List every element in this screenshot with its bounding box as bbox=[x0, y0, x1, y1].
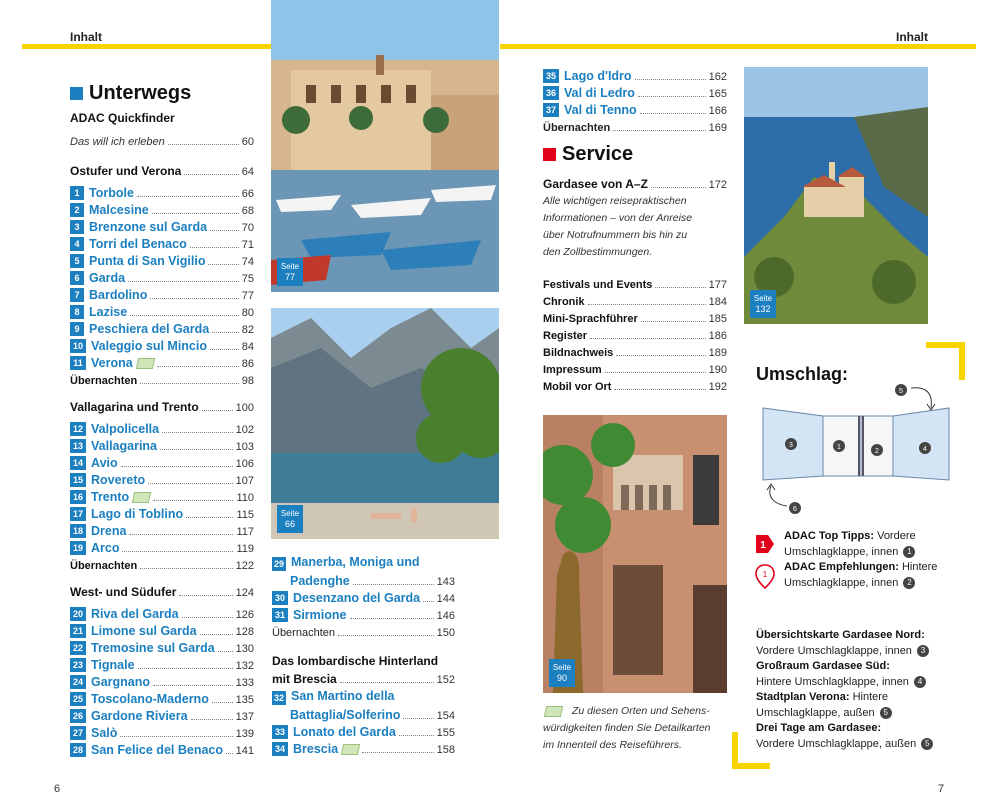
toc-entry-34[interactable] bbox=[272, 739, 455, 756]
toc-entry-14-page: 106 bbox=[235, 458, 254, 470]
toc-entry-26[interactable] bbox=[70, 706, 254, 723]
legend-map-verona: Stadtplan Verona: Hintere bbox=[756, 691, 889, 703]
entry-number-badge: 3 bbox=[70, 220, 84, 234]
toc-entry-16[interactable] bbox=[70, 487, 254, 504]
toc-entry-2-label: 2 Malcesine bbox=[70, 203, 149, 217]
legend-maps: Übersichtskarte Gardasee Nord: Vordere Umschlagklappe, innen 3 Großraum Gardasee Süd: Hintere Umschlagklappe, innen 4 Stadtplan Verona: Hintere Umschlagklappe, außen 5 Drei Tage am Gardasee: Vordere Umschlagklappe, außen 5 bbox=[756, 628, 933, 752]
toc-entry-1-label: 1 Torbole bbox=[70, 186, 134, 200]
toc-entry-2[interactable] bbox=[70, 200, 254, 217]
page-number-left: 6 bbox=[54, 783, 61, 795]
toc-service-row-3-page: 186 bbox=[708, 330, 727, 342]
toc-entry-3-page: 70 bbox=[241, 222, 254, 234]
toc-row-overnight-page: 98 bbox=[241, 375, 254, 387]
entry-number-badge: 7 bbox=[70, 288, 84, 302]
toc-entry-9-label: 9 Peschiera del Garda bbox=[70, 322, 209, 336]
toc-entry-12-label: 12 Valpolicella bbox=[70, 422, 159, 436]
toc-entry-7-label: 7 Bardolino bbox=[70, 288, 147, 302]
toc-entry-31-label: 31 Sirmione bbox=[272, 608, 347, 622]
entry-number-badge: 24 bbox=[70, 675, 86, 689]
toc-entry-19-label: 19 Arco bbox=[70, 541, 119, 555]
toc-service-row-1[interactable] bbox=[543, 291, 727, 308]
photo-verona-balcony bbox=[543, 415, 727, 693]
toc-entry-22-label: 22 Tremosine sul Garda bbox=[70, 641, 215, 655]
entry-number-badge: 14 bbox=[70, 456, 86, 470]
toc-entry-15-page: 107 bbox=[235, 475, 254, 487]
toc-service-row-5[interactable] bbox=[543, 359, 727, 376]
toc-service-row-0-page: 177 bbox=[708, 279, 727, 291]
toc-group-title-page: 64 bbox=[241, 166, 254, 178]
toc-entry-22[interactable] bbox=[70, 638, 254, 655]
toc-service-row-6-page: 192 bbox=[708, 381, 727, 393]
toc-group-title-page: 124 bbox=[235, 587, 254, 599]
header-rule-left bbox=[22, 44, 272, 49]
toc-group-title[interactable] bbox=[70, 582, 254, 599]
entry-number-badge: 16 bbox=[70, 490, 86, 504]
toc-entry-9[interactable] bbox=[70, 319, 254, 336]
toc-entry-9-page: 82 bbox=[241, 324, 254, 336]
entry-number-badge: 10 bbox=[70, 339, 86, 353]
toc-group-title[interactable] bbox=[70, 161, 254, 178]
toc-entry-20-label: 20 Riva del Garda bbox=[70, 607, 179, 621]
toc-entry-22-page: 130 bbox=[235, 643, 254, 655]
entry-number-badge: 34 bbox=[272, 742, 288, 756]
toc-entry-17-page: 115 bbox=[236, 509, 254, 521]
seite-badge: Seite 132 bbox=[750, 290, 776, 318]
toc-group-vallagarina bbox=[70, 397, 254, 572]
toc-service-row-4-page: 189 bbox=[708, 347, 727, 359]
entry-number-badge: 23 bbox=[70, 658, 86, 672]
toc-entry-37-page: 166 bbox=[708, 105, 727, 117]
legend-top-tipps: ADAC Top Tipps: Vordere Umschlagklappe, innen 1 bbox=[784, 530, 916, 558]
recommendation-icon bbox=[754, 563, 776, 591]
toc-group-col2b bbox=[272, 722, 455, 756]
toc-service-row-2[interactable] bbox=[543, 308, 727, 325]
toc-service-row-2-label: Mini-Sprachführer bbox=[543, 313, 638, 325]
toc-entry-16-page: 110 bbox=[236, 492, 254, 504]
toc-entry-34-label: 34 Brescia bbox=[272, 742, 359, 756]
marker-3: 3 bbox=[789, 442, 793, 449]
umschlag-title: Umschlag: bbox=[756, 364, 849, 384]
toc-entry-6[interactable] bbox=[70, 268, 254, 285]
toc-group-col2 bbox=[272, 588, 455, 622]
entry-number-badge: 11 bbox=[70, 356, 86, 370]
toc-row-overnight-label: Übernachten bbox=[70, 375, 138, 387]
toc-entry-31[interactable] bbox=[272, 605, 455, 622]
toc-entry-13[interactable] bbox=[70, 436, 254, 453]
toc-entry-15-label: 15 Rovereto bbox=[70, 473, 145, 487]
entry-number-badge: 9 bbox=[70, 322, 84, 336]
entry-number-badge: 21 bbox=[70, 624, 86, 638]
toc-entry-35-page: 162 bbox=[708, 71, 727, 83]
legend-map-nord: Übersichtskarte Gardasee Nord: bbox=[756, 629, 925, 641]
toc-entry-26-label: 26 Gardone Riviera bbox=[70, 709, 188, 723]
toc-entry-15[interactable] bbox=[70, 470, 254, 487]
toc-group-service bbox=[543, 274, 727, 393]
seite-badge: Seite 90 bbox=[549, 659, 575, 687]
toc-entry-36[interactable] bbox=[543, 83, 727, 100]
toc-service-row-6[interactable] bbox=[543, 376, 727, 393]
entry-number-badge: 31 bbox=[272, 608, 288, 622]
toc-entry-12[interactable] bbox=[70, 419, 254, 436]
map-note: Zu diesen Orten und Sehens- würdigkeiten finden Sie Detailkarten im Innenteil des Reiseführers. bbox=[543, 705, 711, 751]
legend-map-sued: Großraum Gardasee Süd: bbox=[756, 660, 890, 672]
toc-service-row-3-label: Register bbox=[543, 330, 588, 342]
toc-entry-24-page: 133 bbox=[235, 677, 254, 689]
entry-number-badge: 8 bbox=[70, 305, 84, 319]
toc-entry-11[interactable] bbox=[70, 353, 254, 370]
toc-group-title-page: 100 bbox=[235, 402, 254, 414]
toc-row-overnight[interactable]: Übernachten 150 bbox=[272, 627, 455, 639]
toc-entry-21-label: 21 Limone sul Garda bbox=[70, 624, 197, 638]
toc-service-row-0-label: Festivals und Events bbox=[543, 279, 653, 291]
toc-entry-19[interactable] bbox=[70, 538, 254, 555]
map-icon bbox=[132, 492, 151, 503]
quickfinder-title: ADAC Quickfinder bbox=[70, 111, 175, 125]
toc-entry-4-page: 71 bbox=[241, 239, 254, 251]
hinterland-title-line1: Das lombardische Hinterland bbox=[272, 654, 439, 668]
toc-entry-6-label: 6 Garda bbox=[70, 271, 125, 285]
blue-square-icon bbox=[70, 87, 83, 100]
toc-row-overnight[interactable]: Übernachten 169 bbox=[543, 122, 727, 134]
toc-entry-26-page: 137 bbox=[235, 711, 254, 723]
toc-entry-36-page: 165 bbox=[708, 88, 727, 100]
toc-entry-1-page: 66 bbox=[241, 188, 254, 200]
entry-number-badge: 6 bbox=[70, 271, 84, 285]
entry-number-badge: 22 bbox=[70, 641, 86, 655]
toc-entry-28-label: 28 San Felice del Benaco bbox=[70, 743, 223, 757]
toc-group-title-label: Vallagarina und Trento bbox=[70, 400, 199, 414]
toc-row-az[interactable]: Gardasee von A–Z 172 bbox=[543, 177, 727, 191]
toc-entry-13-label: 13 Vallagarina bbox=[70, 439, 157, 453]
header-right-label: Inhalt bbox=[896, 30, 928, 44]
toc-entry-35-label: 35 Lago d'Idro bbox=[543, 69, 632, 83]
toc-entry-7[interactable] bbox=[70, 285, 254, 302]
toc-entry-33-label: 33 Lonato del Garda bbox=[272, 725, 396, 739]
toc-entry-24[interactable] bbox=[70, 672, 254, 689]
toc-entry-21-page: 128 bbox=[235, 626, 254, 638]
toc-entry-11-label: 11 Verona bbox=[70, 356, 154, 370]
toc-entry-10[interactable] bbox=[70, 336, 254, 353]
page-number-right: 7 bbox=[938, 783, 945, 795]
toc-entry-20-page: 126 bbox=[235, 609, 254, 621]
entry-number-badge: 5 bbox=[70, 254, 84, 268]
toc-entry-23-page: 132 bbox=[235, 660, 254, 672]
red-square-icon bbox=[543, 148, 556, 161]
toc-entry-13-page: 103 bbox=[235, 441, 254, 453]
section-title-unterwegs: Unterwegs bbox=[70, 82, 191, 105]
toc-group-westufer bbox=[70, 582, 254, 757]
toc-item-29[interactable]: 29 Manerba, Moniga und Padenghe 143 bbox=[273, 555, 455, 588]
toc-service-row-1-page: 184 bbox=[708, 296, 727, 308]
toc-entry-17-label: 17 Lago di Toblino bbox=[70, 507, 183, 521]
toc-entry-33[interactable] bbox=[272, 722, 455, 739]
toc-entry-7-page: 77 bbox=[241, 290, 254, 302]
entry-number-badge: 36 bbox=[543, 86, 559, 100]
marker-2: 2 bbox=[875, 448, 879, 455]
toc-group-right-top bbox=[543, 66, 727, 117]
toc-entry-37[interactable] bbox=[543, 100, 727, 117]
toc-entry-8-label: 8 Lazise bbox=[70, 305, 127, 319]
entry-number-badge: 19 bbox=[70, 541, 86, 555]
entry-number-badge: 15 bbox=[70, 473, 86, 487]
toc-entry-19-page: 119 bbox=[236, 543, 254, 555]
toc-entry-23[interactable] bbox=[70, 655, 254, 672]
toc-row-overnight-page: 122 bbox=[235, 560, 254, 572]
toc-entry-5-page: 74 bbox=[241, 256, 254, 268]
hinterland-title-line2[interactable]: mit Brescia 152 bbox=[272, 672, 455, 686]
toc-row-overnight-label: Übernachten bbox=[70, 560, 138, 572]
entry-number-badge: 1 bbox=[70, 186, 84, 200]
toc-entry-34-page: 158 bbox=[436, 744, 455, 756]
toc-entry-5-label: 5 Punta di San Vigilio bbox=[70, 254, 205, 268]
toc-entry-18-page: 117 bbox=[236, 526, 254, 538]
legend-empfehlungen: ADAC Empfehlungen: Hintere Umschlagklappe, innen 2 bbox=[784, 561, 938, 589]
toc-entry-37-label: 37 Val di Tenno bbox=[543, 103, 637, 117]
toc-entry-28-page: 141 bbox=[235, 745, 254, 757]
marker-5: 5 bbox=[899, 388, 903, 395]
entry-number-badge: 26 bbox=[70, 709, 86, 723]
toc-group-title-label: West- und Südufer bbox=[70, 585, 177, 599]
toc-group-ostufer bbox=[70, 161, 254, 387]
toc-entry-14[interactable] bbox=[70, 453, 254, 470]
toc-service-row-4-label: Bildnachweis bbox=[543, 347, 614, 359]
toc-entry-20[interactable] bbox=[70, 604, 254, 621]
entry-number-badge: 35 bbox=[543, 69, 559, 83]
photo-harbor bbox=[271, 0, 499, 292]
toc-entry-8-page: 80 bbox=[241, 307, 254, 319]
toc-entry-4[interactable] bbox=[70, 234, 254, 251]
seite-badge: Seite 66 bbox=[277, 505, 303, 533]
svg-text:1: 1 bbox=[762, 570, 768, 579]
entry-number-badge: 30 bbox=[272, 591, 288, 605]
map-icon bbox=[341, 744, 360, 755]
map-icon bbox=[544, 706, 563, 717]
photo-lake-mountains bbox=[271, 308, 499, 539]
cover-fold-diagram bbox=[755, 380, 960, 520]
toc-group-title-label: Ostufer und Verona bbox=[70, 164, 182, 178]
toc-entry-25-label: 25 Toscolano-Maderno bbox=[70, 692, 209, 706]
toc-service-row-0[interactable] bbox=[543, 274, 727, 291]
toc-service-row-3[interactable] bbox=[543, 325, 727, 342]
entry-number-badge: 18 bbox=[70, 524, 86, 538]
toc-entry-1[interactable] bbox=[70, 183, 254, 200]
toc-entry-27-label: 27 Salò bbox=[70, 726, 117, 740]
legend-drei-tage: Drei Tage am Gardasee: bbox=[756, 722, 882, 734]
toc-entry-4-label: 4 Torri del Benaco bbox=[70, 237, 187, 251]
entry-number-badge: 27 bbox=[70, 726, 86, 740]
toc-entry-35[interactable] bbox=[543, 66, 727, 83]
toc-entry-10-page: 84 bbox=[241, 341, 254, 353]
toc-row-overnight[interactable] bbox=[70, 555, 254, 572]
toc-entry-12-page: 102 bbox=[235, 424, 254, 436]
toc-entry-16-label: 16 Trento bbox=[70, 490, 150, 504]
az-description: Alle wichtigen reisepraktischen Informationen – von der Anreise über Notrufnummern bis hin zu den Zollbestimmungen. bbox=[543, 195, 693, 258]
map-icon bbox=[136, 358, 155, 369]
toc-entry-8[interactable] bbox=[70, 302, 254, 319]
toc-entry-17[interactable] bbox=[70, 504, 254, 521]
toc-entry-18-label: 18 Drena bbox=[70, 524, 126, 538]
toc-entry-25-page: 135 bbox=[235, 694, 254, 706]
photo-lakeside-village bbox=[744, 67, 928, 324]
toc-row-overnight[interactable] bbox=[70, 370, 254, 387]
entry-number-badge: 4 bbox=[70, 237, 84, 251]
toc-entry-24-label: 24 Gargnano bbox=[70, 675, 150, 689]
toc-entry-36-label: 36 Val di Ledro bbox=[543, 86, 635, 100]
entry-number-badge: 25 bbox=[70, 692, 86, 706]
toc-entry-10-label: 10 Valeggio sul Mincio bbox=[70, 339, 207, 353]
header-rule-right bbox=[500, 44, 976, 49]
header-left-label: Inhalt bbox=[70, 30, 102, 44]
toc-entry-27-page: 139 bbox=[235, 728, 254, 740]
toc-entry-11-page: 86 bbox=[241, 358, 254, 370]
entry-number-badge: 12 bbox=[70, 422, 86, 436]
entry-number-badge: 33 bbox=[272, 725, 288, 739]
top-tipp-icon bbox=[754, 531, 776, 559]
entry-number-badge: 20 bbox=[70, 607, 86, 621]
toc-entry-30[interactable] bbox=[272, 588, 455, 605]
entry-number-badge: 28 bbox=[70, 743, 86, 757]
toc-entry-3[interactable] bbox=[70, 217, 254, 234]
toc-entry-23-label: 23 Tignale bbox=[70, 658, 135, 672]
toc-service-row-6-label: Mobil vor Ort bbox=[543, 381, 612, 393]
toc-entry-21[interactable] bbox=[70, 621, 254, 638]
marker-1: 1 bbox=[837, 444, 841, 451]
toc-group-title[interactable] bbox=[70, 397, 254, 414]
toc-entry-30-page: 144 bbox=[436, 593, 455, 605]
toc-entry-30-label: 30 Desenzano del Garda bbox=[272, 591, 420, 605]
toc-entry-25[interactable] bbox=[70, 689, 254, 706]
toc-row-quickfinder[interactable]: Das will ich erleben 60 bbox=[70, 136, 254, 148]
marker-4: 4 bbox=[923, 446, 927, 453]
marker-6: 6 bbox=[793, 506, 797, 513]
svg-text:1: 1 bbox=[760, 540, 766, 551]
toc-service-row-2-page: 185 bbox=[708, 313, 727, 325]
toc-service-row-4[interactable] bbox=[543, 342, 727, 359]
toc-entry-14-label: 14 Avio bbox=[70, 456, 118, 470]
toc-entry-33-page: 155 bbox=[436, 727, 455, 739]
toc-entry-2-page: 68 bbox=[241, 205, 254, 217]
section-title-service: Service bbox=[543, 143, 633, 166]
entry-number-badge: 37 bbox=[543, 103, 559, 117]
entry-number-badge: 2 bbox=[70, 203, 84, 217]
toc-entry-18[interactable] bbox=[70, 521, 254, 538]
toc-entry-28[interactable] bbox=[70, 740, 254, 757]
entry-number-badge: 17 bbox=[70, 507, 86, 521]
toc-service-row-5-label: Impressum bbox=[543, 364, 602, 376]
toc-entry-31-page: 146 bbox=[436, 610, 455, 622]
toc-entry-5[interactable] bbox=[70, 251, 254, 268]
toc-item-32[interactable]: 32 San Martino della Battaglia/Solferino 154 bbox=[273, 689, 455, 722]
toc-service-row-5-page: 190 bbox=[708, 364, 727, 376]
entry-number-badge: 13 bbox=[70, 439, 86, 453]
toc-entry-3-label: 3 Brenzone sul Garda bbox=[70, 220, 207, 234]
toc-entry-27[interactable] bbox=[70, 723, 254, 740]
toc-entry-6-page: 75 bbox=[241, 273, 254, 285]
toc-service-row-1-label: Chronik bbox=[543, 296, 585, 308]
seite-badge: Seite 77 bbox=[277, 258, 303, 286]
